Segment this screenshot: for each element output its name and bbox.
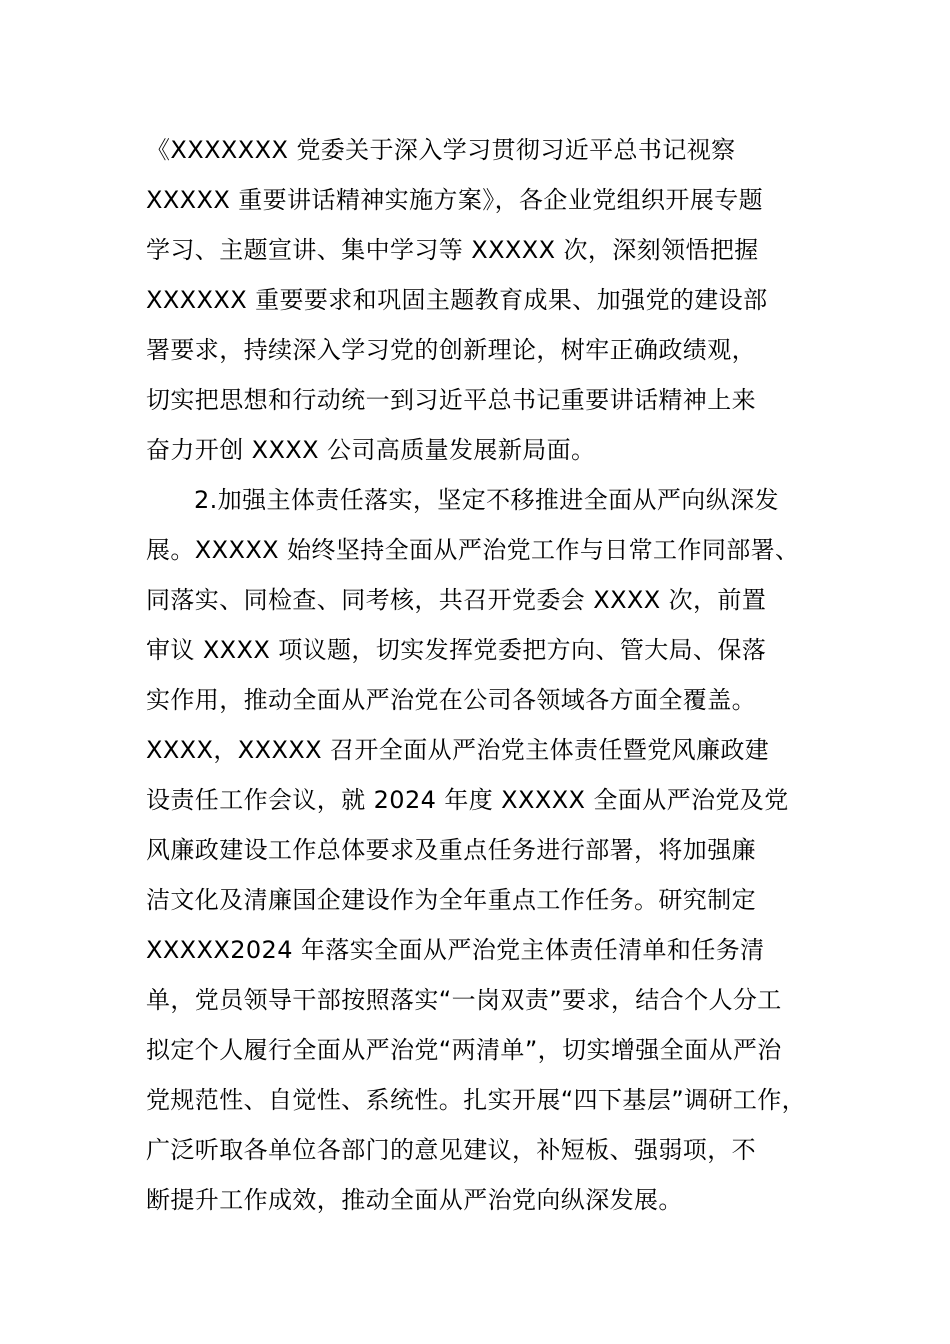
text-line: XXXXX 重要讲话精神实施方案》，各企业党组织开展专题 [146, 186, 764, 214]
text-line: 实作用，推动全面从严治党在公司各领域各方面全覆盖。 [146, 686, 756, 714]
text-line: 断提升工作成效，推动全面从严治党向纵深发展。 [146, 1186, 683, 1214]
text-line: 设责任工作会议，就 2024 年度 XXXXX 全面从严治党及党 [146, 786, 789, 814]
text-line: 署要求，持续深入学习党的创新理论，树牢正确政绩观， [146, 336, 756, 364]
text-line: 《XXXXXXX 党委关于深入学习贯彻习近平总书记视察 [146, 136, 736, 164]
text-line: 拟定个人履行全面从严治党“两清单”，切实增强全面从严治 [146, 1036, 782, 1064]
text-line: 切实把思想和行动统一到习近平总书记重要讲话精神上来 [146, 386, 756, 414]
text-line: 党规范性、自觉性、系统性。扎实开展“四下基层”调研工作， [146, 1086, 807, 1114]
text-line: 奋力开创 XXXX 公司高质量发展新局面。 [146, 436, 596, 464]
text-line: 洁文化及清廉国企建设作为全年重点工作任务。研究制定 [146, 886, 756, 914]
text-line: XXXXX2024 年落实全面从严治党主体责任清单和任务清 [146, 936, 765, 964]
text-line: 单，党员领导干部按照落实“一岗双责”要求，结合个人分工 [146, 986, 782, 1014]
text-line: 广泛听取各单位各部门的意见建议，补短板、强弱项，不 [146, 1136, 756, 1164]
text-line: 同落实、同检查、同考核，共召开党委会 XXXX 次，前置 [146, 586, 767, 614]
text-line: XXXX，XXXXX 召开全面从严治党主体责任暨党风廉政建 [146, 736, 770, 764]
text-line: 审议 XXXX 项议题，切实发挥党委把方向、管大局、保落 [146, 636, 767, 664]
text-line: 风廉政建设工作总体要求及重点任务进行部署，将加强廉 [146, 836, 756, 864]
text-line: XXXXXX 重要要求和巩固主题教育成果、加强党的建设部 [146, 286, 768, 314]
paragraph-first-line: 2.加强主体责任落实，坚定不移推进全面从严向纵深发 [194, 486, 779, 514]
text-line: 展。XXXXX 始终坚持全面从严治党工作与日常工作同部署、 [146, 536, 800, 564]
text-line: 学习、主题宣讲、集中学习等 XXXXX 次，深刻领悟把握 [146, 236, 759, 264]
